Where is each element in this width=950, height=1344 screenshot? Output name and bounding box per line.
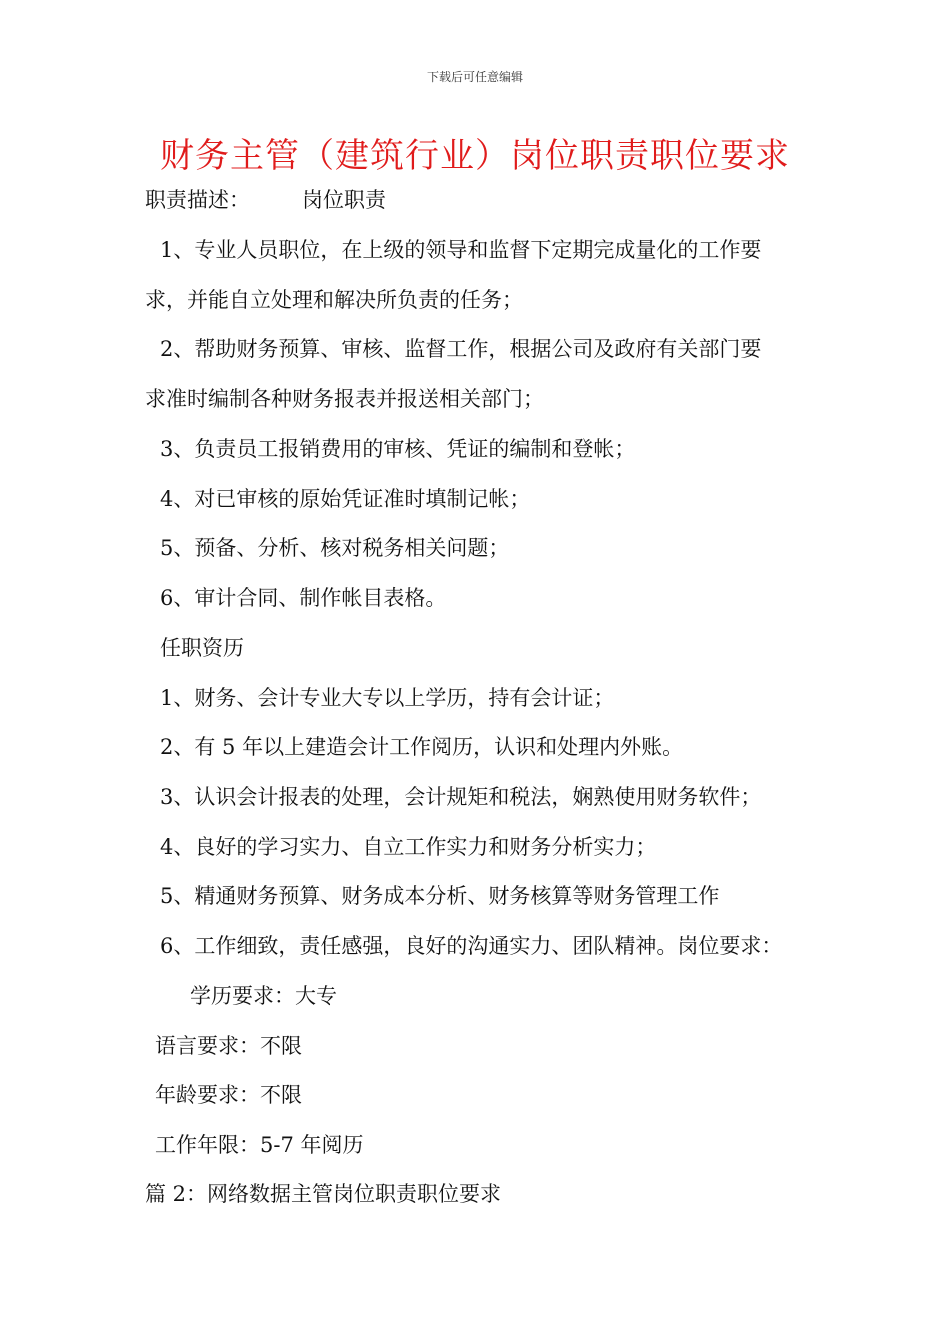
- qualification-line: 5、精通财务预算、财务成本分析、财务核算等财务管理工作: [160, 884, 720, 908]
- qualification-line: 4、良好的学习实力、自立工作实力和财务分析实力；: [160, 835, 657, 859]
- requirement-line: 学历要求：大专: [190, 984, 337, 1008]
- duty-line: 求准时编制各种财务报表并报送相关部门；: [145, 387, 544, 411]
- qualification-line: 6、工作细致，责任感强，良好的沟通实力、团队精神。岗位要求：: [160, 934, 783, 958]
- requirement-line: 工作年限：5-7 年阅历: [155, 1133, 364, 1157]
- duty-line: 5、预备、分析、核对税务相关问题；: [160, 536, 510, 560]
- duty-line: 1、专业人员职位，在上级的领导和监督下定期完成量化的工作要: [160, 238, 762, 262]
- description-label: 职责描述：: [145, 188, 250, 212]
- duty-line: 4、对已审核的原始凭证准时填制记帐；: [160, 487, 531, 511]
- qualification-line: 2、有 5 年以上建造会计工作阅历，认识和处理内外账。: [160, 735, 684, 759]
- duty-line: 求，并能自立处理和解决所负责的任务；: [145, 288, 523, 312]
- duty-line: 2、帮助财务预算、审核、监督工作，根据公司及政府有关部门要: [160, 337, 762, 361]
- description-value: 岗位职责: [302, 188, 386, 212]
- next-section-title: 篇 2：网络数据主管岗位职责职位要求: [145, 1182, 502, 1206]
- duty-line: 6、审计合同、制作帐目表格。: [160, 586, 447, 610]
- duty-line: 3、负责员工报销费用的审核、凭证的编制和登帐；: [160, 437, 636, 461]
- qualification-heading: 任职资历: [160, 636, 244, 660]
- qualification-line: 1、财务、会计专业大专以上学历，持有会计证；: [160, 686, 615, 710]
- qualification-line: 3、认识会计报表的处理，会计规矩和税法，娴熟使用财务软件；: [160, 785, 762, 809]
- requirement-line: 年龄要求：不限: [155, 1083, 302, 1107]
- requirement-line: 语言要求：不限: [155, 1034, 302, 1058]
- header-note: 下载后可任意编辑: [426, 70, 523, 84]
- document-title: 财务主管（建筑行业）岗位职责职位要求: [160, 136, 790, 176]
